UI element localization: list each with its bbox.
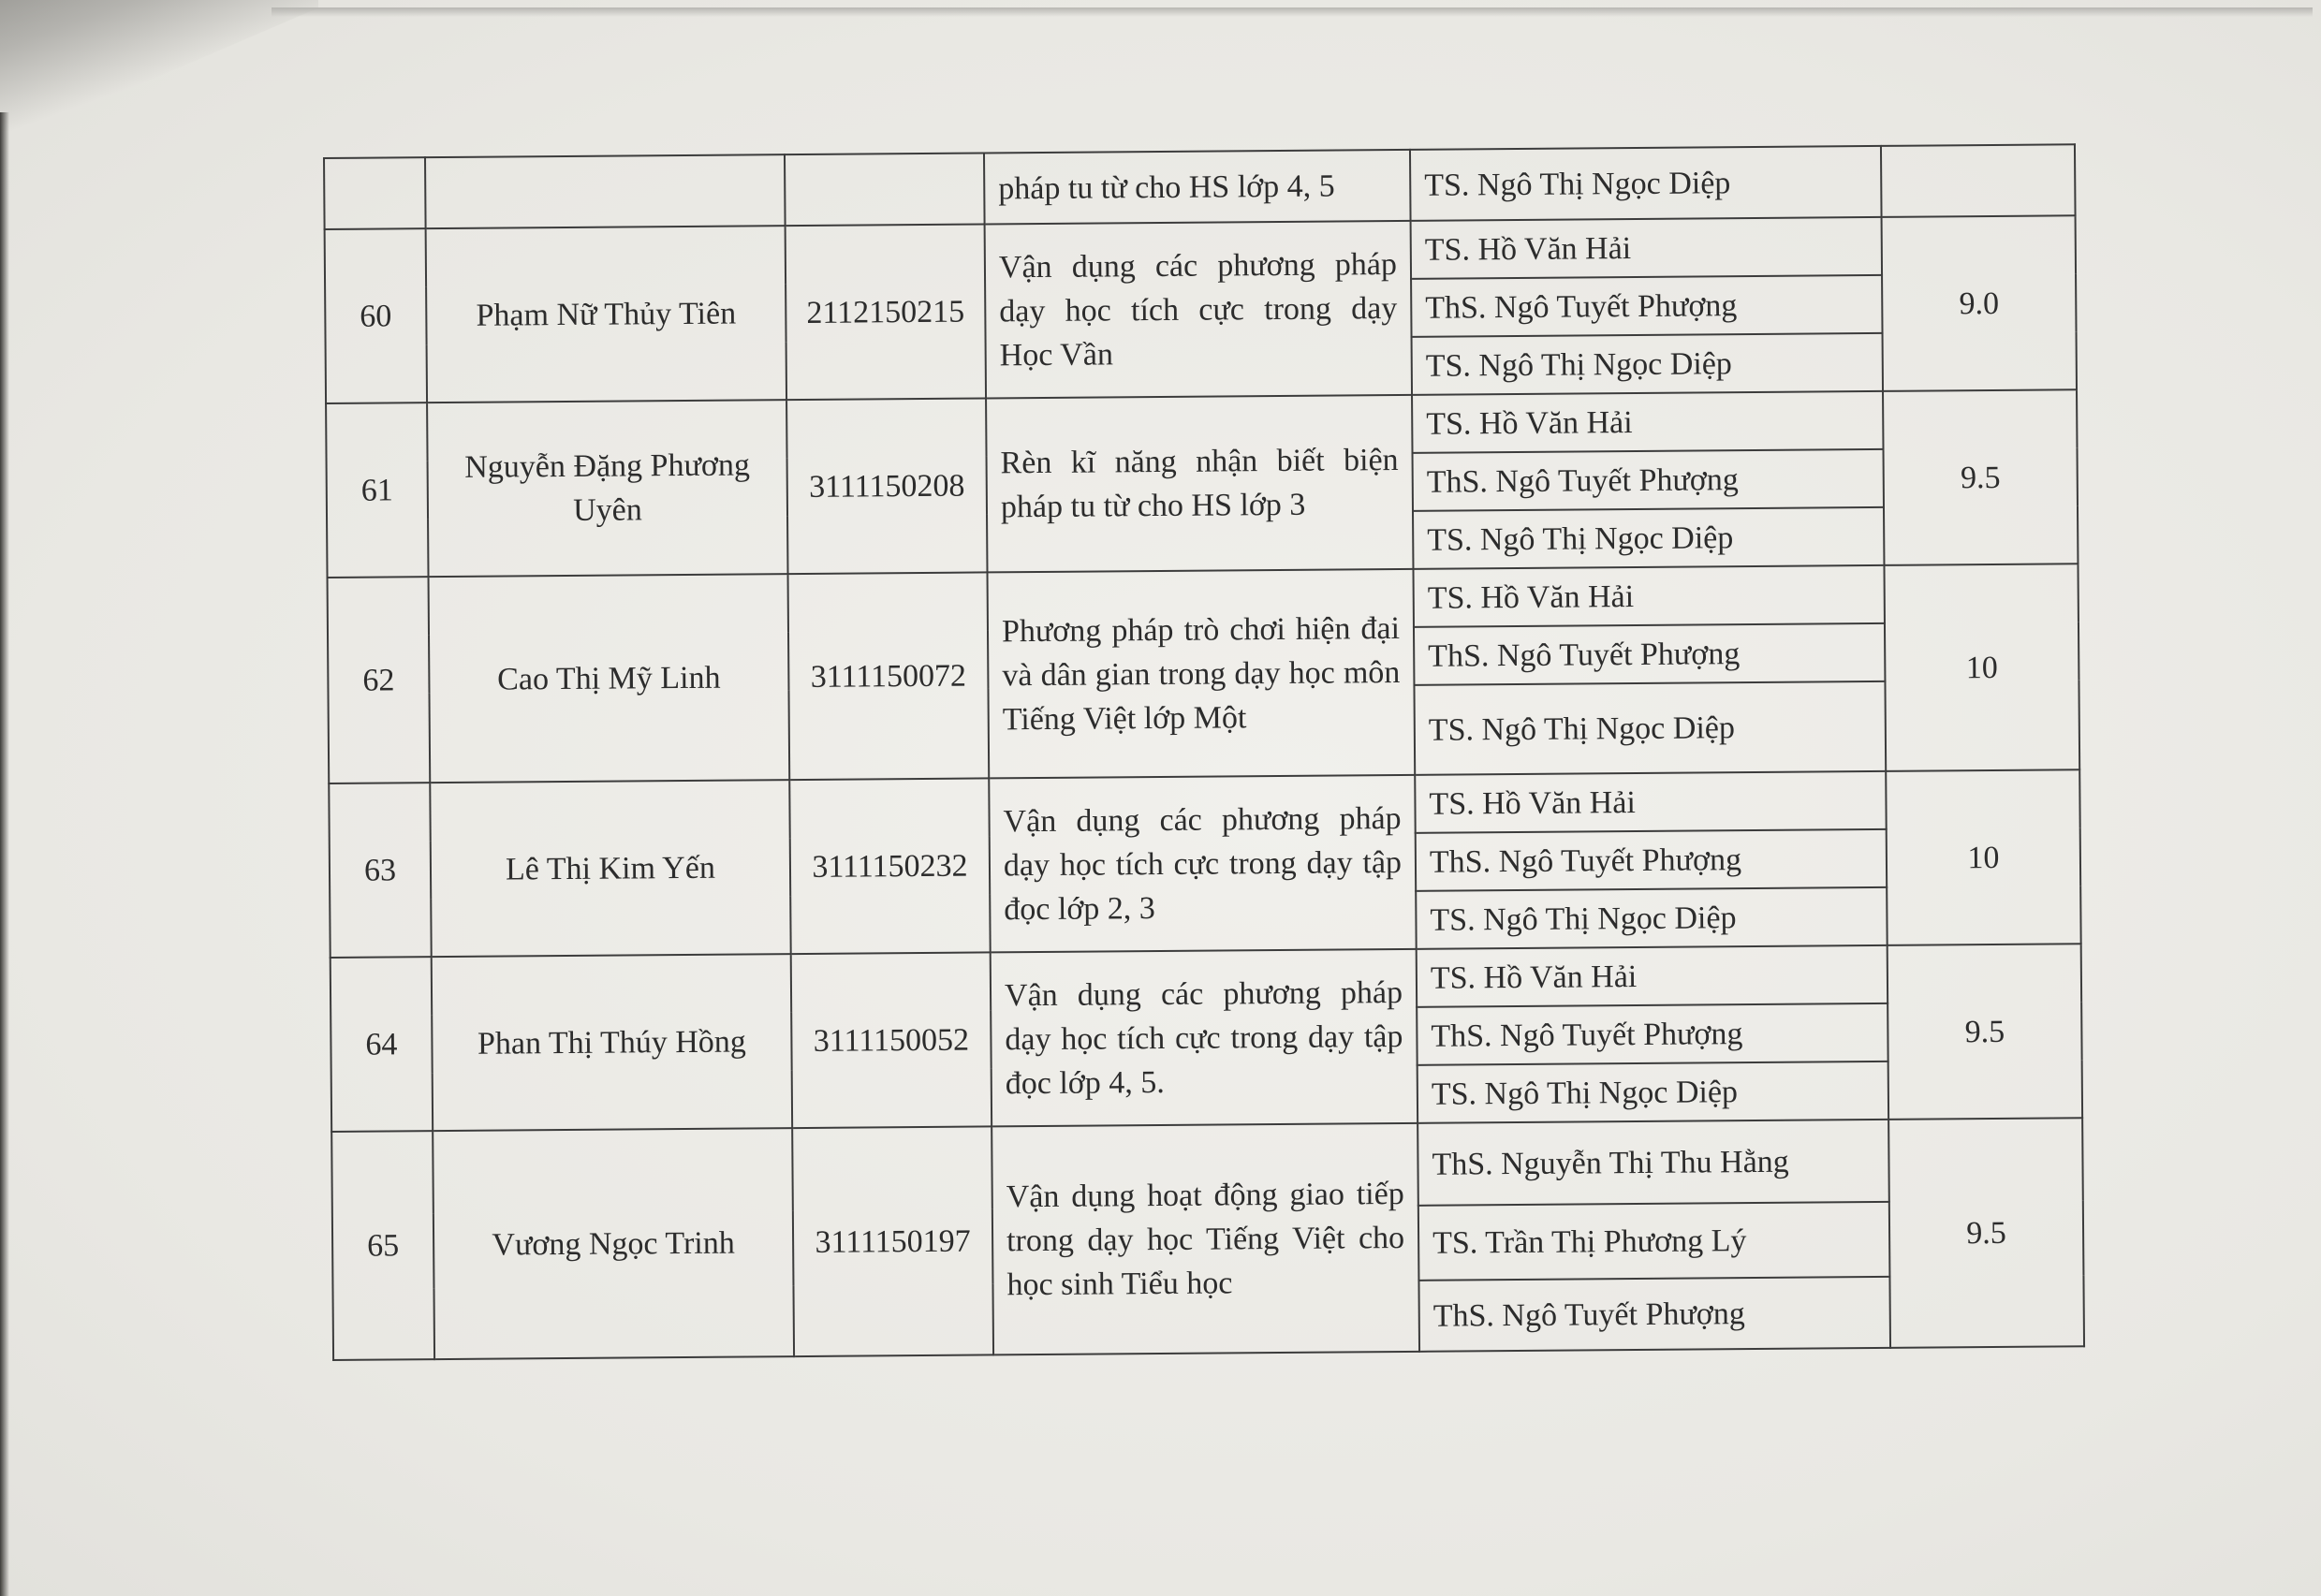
cell-reviewer: TS. Hồ Văn Hải bbox=[1411, 217, 1882, 279]
cell-stt: 65 bbox=[331, 1131, 434, 1360]
cell-reviewer: TS. Ngô Thị Ngọc Diệp bbox=[1416, 887, 1887, 949]
cell-score: 9.5 bbox=[1888, 944, 2082, 1120]
cell-reviewer: TS. Ngô Thị Ngọc Diệp bbox=[1418, 1062, 1888, 1123]
cell-reviewer: TS. Ngô Thị Ngọc Diệp bbox=[1414, 681, 1886, 775]
cell-stt: 61 bbox=[326, 403, 428, 578]
cell-reviewer: TS. Hồ Văn Hải bbox=[1417, 945, 1888, 1007]
cell-reviewer: ThS. Ngô Tuyết Phượng bbox=[1411, 275, 1882, 337]
cell-name: Nguyễn Đặng Phương Uyên bbox=[427, 400, 787, 577]
cell-stt: 64 bbox=[331, 957, 433, 1132]
cell-score: 9.5 bbox=[1888, 1118, 2084, 1348]
page-edge-top bbox=[272, 7, 2313, 17]
cell-reviewer: ThS. Ngô Tuyết Phượng bbox=[1414, 623, 1885, 685]
cell-name: Vương Ngọc Trinh bbox=[433, 1128, 794, 1359]
cell-student-id: 3111150232 bbox=[789, 778, 990, 954]
cell-student-id: 3111150052 bbox=[791, 952, 992, 1128]
cell-topic: Vận dụng các phương pháp dạy học tích cực trong dạy tập đọc lớp 4, 5. bbox=[991, 949, 1418, 1127]
cell-student-id: 3111150197 bbox=[792, 1126, 993, 1356]
cell-reviewer: TS. Hồ Văn Hải bbox=[1412, 391, 1883, 453]
cell-name: Cao Thị Mỹ Linh bbox=[429, 574, 790, 783]
cell-score bbox=[1881, 144, 2076, 217]
cell-reviewer: TS. Ngô Thị Ngọc Diệp bbox=[1410, 146, 1882, 221]
cell-reviewer: TS. Hồ Văn Hải bbox=[1413, 565, 1884, 627]
cell-student-id bbox=[785, 153, 985, 226]
cell-topic: Vận dụng các phương pháp dạy học tích cực trong dạy tập đọc lớp 2, 3 bbox=[989, 775, 1416, 953]
cell-name: Lê Thị Kim Yến bbox=[430, 780, 790, 957]
cell-stt: 62 bbox=[328, 577, 431, 783]
cell-topic: Phương pháp trò chơi hiện đại và dân gian trong dạy học môn Tiếng Việt lớp Một bbox=[988, 569, 1416, 779]
cell-reviewer: ThS. Ngô Tuyết Phượng bbox=[1418, 1277, 1890, 1352]
document-table-wrapper bbox=[323, 143, 2083, 1361]
cell-stt bbox=[324, 157, 426, 229]
cell-topic: pháp tu từ cho HS lớp 4, 5 bbox=[984, 150, 1411, 225]
cell-reviewer: ThS. Ngô Tuyết Phượng bbox=[1416, 829, 1887, 891]
cell-score: 9.0 bbox=[1882, 215, 2077, 391]
cell-name bbox=[425, 154, 786, 228]
cell-reviewer: TS. Trần Thị Phương Lý bbox=[1418, 1202, 1890, 1281]
page-edge-left bbox=[0, 112, 9, 1596]
cell-score: 10 bbox=[1886, 769, 2080, 945]
cell-student-id: 3111150208 bbox=[786, 398, 987, 574]
thesis-results-table bbox=[323, 143, 2085, 1361]
table-row-continuation bbox=[324, 144, 2076, 229]
cell-reviewer: ThS. Ngô Tuyết Phượng bbox=[1417, 1003, 1888, 1065]
cell-name: Phạm Nữ Thủy Tiên bbox=[426, 226, 786, 403]
cell-stt: 60 bbox=[325, 228, 427, 403]
cell-reviewer: ThS. Ngô Tuyết Phượng bbox=[1413, 449, 1884, 511]
cell-student-id: 2112150215 bbox=[786, 224, 986, 400]
cell-reviewer: TS. Ngô Thị Ngọc Diệp bbox=[1413, 507, 1884, 569]
cell-reviewer: ThS. Nguyễn Thị Thu Hằng bbox=[1418, 1120, 1889, 1206]
cell-reviewer: TS. Ngô Thị Ngọc Diệp bbox=[1412, 333, 1883, 395]
cell-topic: Rèn kĩ năng nhận biết biện pháp tu từ cho HS lớp 3 bbox=[986, 395, 1413, 573]
cell-topic: Vận dụng hoạt động giao tiếp trong dạy học Tiếng Việt cho học sinh Tiểu học bbox=[992, 1123, 1419, 1355]
cell-topic: Vận dụng các phương pháp dạy học tích cực trong dạy Học Vần bbox=[985, 221, 1412, 399]
cell-name: Phan Thị Thúy Hồng bbox=[432, 954, 792, 1131]
cell-student-id: 3111150072 bbox=[788, 572, 990, 780]
cell-reviewer: TS. Hồ Văn Hải bbox=[1415, 771, 1886, 833]
table-row bbox=[331, 1118, 2083, 1214]
cell-score: 10 bbox=[1884, 564, 2079, 771]
cell-stt: 63 bbox=[329, 783, 431, 958]
cell-score: 9.5 bbox=[1883, 389, 2078, 565]
